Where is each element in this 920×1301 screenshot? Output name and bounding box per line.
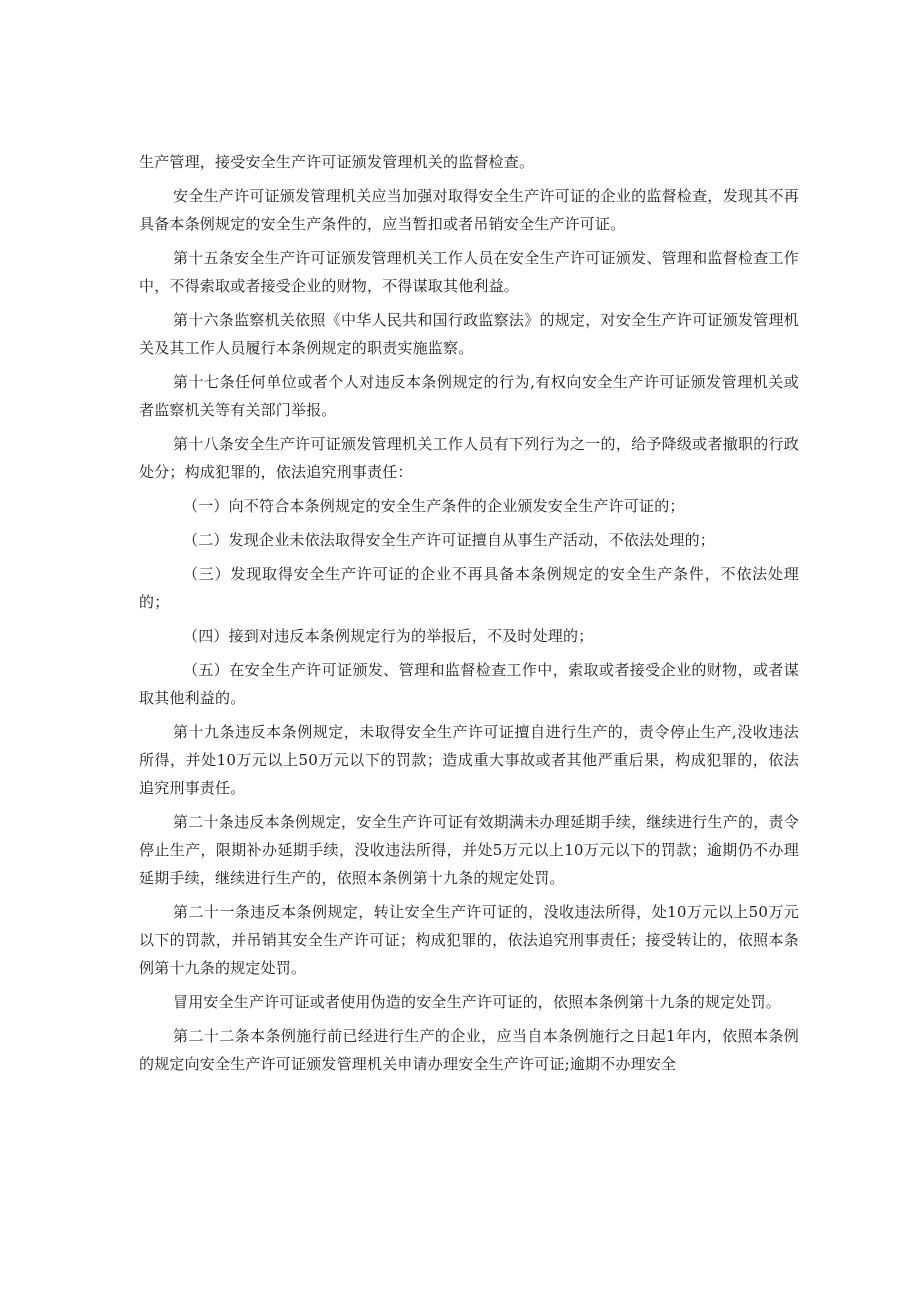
paragraph-article-21: 第二十一条违反本条例规定，转让安全生产许可证的，没收违法所得，处10万元以上50万元以下的罚款，并吊销其安全生产许可证；构成犯罪的，依法追究刑事责任；接受转让的，依照本条例第十九条的规定处罚。	[139, 903, 799, 977]
list-item-4: （四）接到对违反本条例规定行为的举报后，不及时处理的；	[183, 627, 594, 645]
paragraph-supervision: 安全生产许可证颁发管理机关应当加强对取得安全生产许可证的企业的监督检查，发现其不再具备本条例规定的安全生产条件的，应当暂扣或者吊销安全生产许可证。	[139, 187, 799, 233]
paragraph-article-18: 第十八条安全生产许可证颁发管理机关工作人员有下列行为之一的，给予降级或者撤职的行政处分；构成犯罪的，依法追究刑事责任：	[139, 435, 799, 481]
paragraph-article-17: 第十七条任何单位或者个人对违反本条例规定的行为,有权向安全生产许可证颁发管理机关或者监察机关等有关部门举报。	[139, 373, 799, 419]
paragraph-article-16: 第十六条监察机关依照《中华人民共和国行政监察法》的规定，对安全生产许可证颁发管理机关及其工作人员履行本条例规定的职责实施监察。	[139, 311, 799, 357]
document-body	[139, 148, 799, 1084]
paragraph-article-22: 第二十二条本条例施行前已经进行生产的企业，应当自本条例施行之日起1年内，依照本条例的规定向安全生产许可证颁发管理机关申请办理安全生产许可证;逾期不办理安全	[139, 1027, 799, 1073]
list-item-5: （五）在安全生产许可证颁发、管理和监督检查工作中，索取或者接受企业的财物，或者谋取其他利益的。	[139, 661, 799, 707]
paragraph-article-19: 第十九条违反本条例规定，未取得安全生产许可证擅自进行生产的，责令停止生产,没收违法所得，并处10万元以上50万元以下的罚款；造成重大事故或者其他严重后果，构成犯罪的，依法追究刑事责任。	[139, 723, 799, 797]
paragraph-article-20: 第二十条违反本条例规定，安全生产许可证有效期满未办理延期手续，继续进行生产的，责令停止生产，限期补办延期手续，没收违法所得，并处5万元以上10万元以下的罚款；逾期仍不办理延期手续，继续进行生产的，依照本条例第十九条的规定处罚。	[139, 813, 799, 887]
paragraph-article-15: 第十五条安全生产许可证颁发管理机关工作人员在安全生产许可证颁发、管理和监督检查工作中，不得索取或者接受企业的财物，不得谋取其他利益。	[139, 249, 799, 295]
list-item-2: （二）发现企业未依法取得安全生产许可证擅自从事生产活动，不依法处理的；	[183, 531, 716, 549]
paragraph-continuation: 生产管理，接受安全生产许可证颁发管理机关的监督检查。	[139, 153, 535, 171]
paragraph-forgery: 冒用安全生产许可证或者使用伪造的安全生产许可证的，依照本条例第十九条的规定处罚。	[173, 993, 782, 1011]
list-item-1: （一）向不符合本条例规定的安全生产条件的企业颁发安全生产许可证的；	[183, 497, 685, 515]
list-item-3: （三）发现取得安全生产许可证的企业不再具备本条例规定的安全生产条件，不依法处理的；	[139, 565, 799, 611]
